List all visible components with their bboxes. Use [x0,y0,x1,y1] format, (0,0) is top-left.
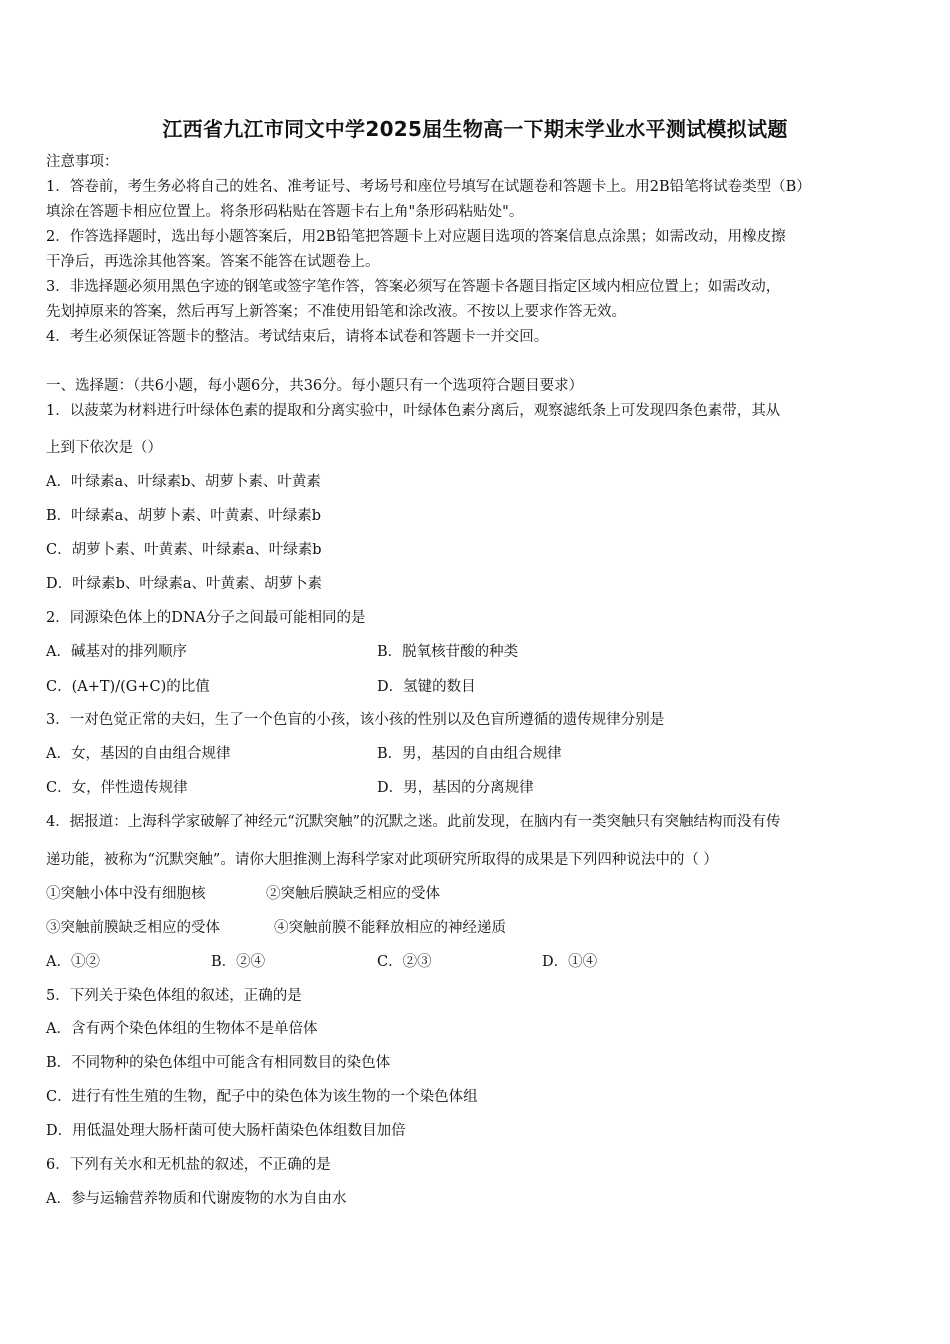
question-1-option-a: A．叶绿素a、叶绿素b、胡萝卜素、叶黄素 [46,474,321,490]
question-1-option-c: C．胡萝卜素、叶黄素、叶绿素a、叶绿素b [46,542,322,558]
question-3-stem: 3．一对色觉正常的夫妇，生了一个色盲的小孩，该小孩的性别以及色盲所遵循的遗传规律分别是 [46,712,665,728]
question-2-option-c: C．(A+T)/(G+C)的比值 [46,679,210,695]
question-5-option-c: C．进行有性生殖的生物，配子中的染色体为该生物的一个染色体组 [46,1089,478,1105]
notice-heading: 注意事项： [46,154,119,170]
question-4-statement-4: ④突触前膜不能释放相应的神经递质 [274,920,506,936]
question-2-stem: 2．同源染色体上的DNA分子之间最可能相同的是 [46,610,366,626]
question-6-option-a: A．参与运输营养物质和代谢废物的水为自由水 [46,1191,347,1207]
question-6-stem: 6．下列有关水和无机盐的叙述，不正确的是 [46,1157,331,1173]
notice-line: 先划掉原来的答案，然后再写上新答案；不准使用铅笔和涂改液。不按以上要求作答无效。 [46,304,626,320]
question-4-option-a: A．①② [46,954,100,970]
question-3-option-a: A．女，基因的自由组合规律 [46,746,231,762]
question-4-option-b: B．②④ [211,954,266,970]
question-4-statement-3: ③突触前膜缺乏相应的受体 [46,920,220,936]
notice-line: 干净后，再选涂其他答案。答案不能答在试题卷上。 [46,254,380,270]
section-heading: 一、选择题：（共6小题，每小题6分，共36分。每小题只有一个选项符合题目要求） [46,378,584,394]
question-4-statement-2: ②突触后膜缺乏相应的受体 [266,886,440,902]
question-1-stem-cont: 上到下依次是（） [46,440,162,456]
question-4-statement-1: ①突触小体中没有细胞核 [46,886,206,902]
question-4-option-d: D．①④ [542,954,598,970]
notice-line: 1．答卷前，考生务必将自己的姓名、准考证号、考场号和座位号填写在试题卷和答题卡上。用2B铅笔将试卷类型（B） [46,179,811,195]
question-3-option-c: C．女，伴性遗传规律 [46,780,188,796]
question-3-option-d: D．男，基因的分离规律 [377,780,534,796]
question-4-stem: 4．据报道：上海科学家破解了神经元“沉默突触”的沉默之迷。此前发现，在脑内有一类突触只有突触结构而没有传 [46,814,781,830]
notice-line: 4．考生必须保证答题卡的整洁。考试结束后，请将本试卷和答题卡一并交回。 [46,329,549,345]
question-3-option-b: B．男，基因的自由组合规律 [377,746,562,762]
question-5-stem: 5．下列关于染色体组的叙述，正确的是 [46,988,302,1004]
question-1-option-b: B．叶绿素a、胡萝卜素、叶黄素、叶绿素b [46,508,322,524]
question-2-option-a: A．碱基对的排列顺序 [46,644,187,660]
page-title: 江西省九江市同文中学2025届生物高一下期末学业水平测试模拟试题 [162,117,788,141]
question-4-option-c: C．②③ [377,954,432,970]
notice-line: 2．作答选择题时，选出每小题答案后，用2B铅笔把答题卡上对应题目选项的答案信息点涂黑；如需改动，用橡皮擦 [46,229,786,245]
notice-line: 填涂在答题卡相应位置上。将条形码粘贴在答题卡右上角"条形码粘贴处"。 [46,204,524,220]
question-1-option-d: D．叶绿素b、叶绿素a、叶黄素、胡萝卜素 [46,576,323,592]
question-5-option-d: D．用低温处理大肠杆菌可使大肠杆菌染色体组数目加倍 [46,1123,406,1139]
question-2-option-d: D．氢键的数目 [377,679,476,695]
question-4-stem-cont: 递功能，被称为“沉默突触”。请你大胆推测上海科学家对此项研究所取得的成果是下列四种说法中的（ ） [46,852,718,868]
question-5-option-b: B．不同物种的染色体组中可能含有相同数目的染色体 [46,1055,391,1071]
question-1-stem: 1．以菠菜为材料进行叶绿体色素的提取和分离实验中，叶绿体色素分离后，观察滤纸条上可发现四条色素带，其从 [46,403,781,419]
question-5-option-a: A．含有两个染色体组的生物体不是单倍体 [46,1021,318,1037]
question-2-option-b: B．脱氧核苷酸的种类 [377,644,519,660]
notice-line: 3．非选择题必须用黑色字迹的钢笔或签字笔作答，答案必须写在答题卡各题目指定区域内相应位置上；如需改动， [46,279,781,295]
